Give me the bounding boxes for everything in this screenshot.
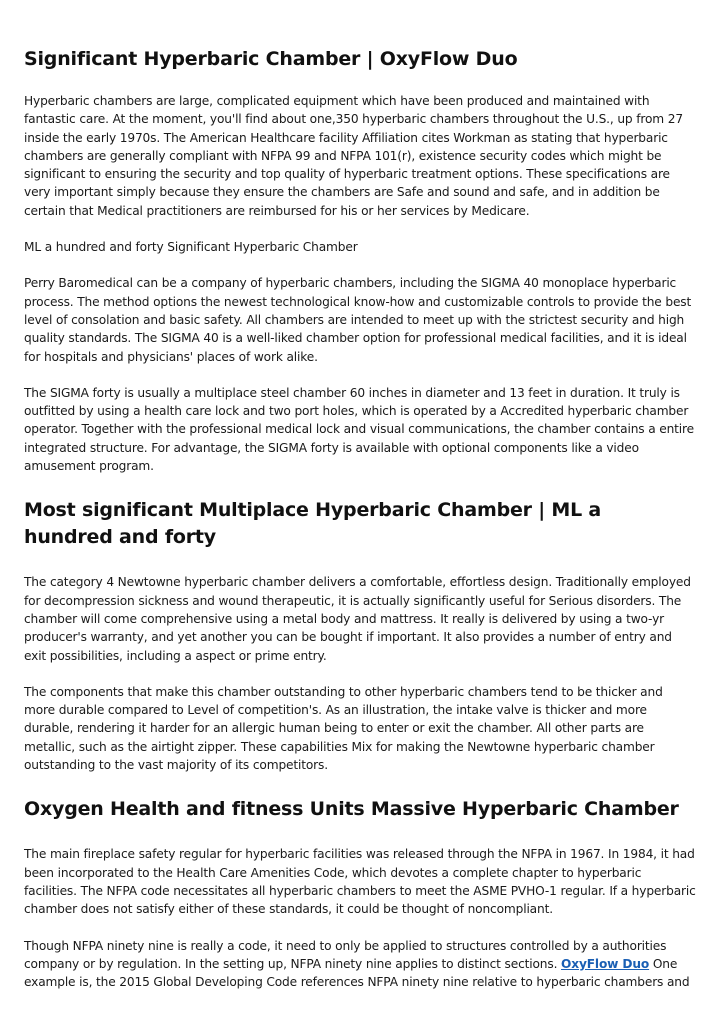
oxyflow-duo-link[interactable]: OxyFlow Duo [561, 956, 650, 971]
paragraph-newtowne: The category 4 Newtowne hyperbaric chamber delivers a comfortable, effortless design. Traditionally employed for decompression sickness and wound therapeutic, it is actually significantly useful for Serious disorders. The chamber will come comprehensive using a metal body and mattress. It really is delivered by using a two-yr producer's warranty, and yet another you can be bought if important. It also provides a number of entry and exit possibilities, including a aspect or prime entry. [24, 575, 691, 663]
paragraph-nfpa-history: The main fireplace safety regular for hyperbaric facilities was released through the NFPA in 1967. In 1984, it had been incorporated to the Health Care Amenities Code, which devotes a complete chapter to hyperbaric facilities. The NFPA code necessitates all hyperbaric chambers to meet the ASME PVHO-1 regular. If a hyperbaric chamber does not satisfy either of these standards, it could be thought of noncompliant. [24, 847, 696, 917]
paragraph-text-start: Though NFPA ninety nine is really a code, it need to only be applied to structures controlled by a authorities company or by regulation. In the setting up, NFPA ninety nine applies to distinct sections. [24, 938, 667, 971]
paragraph-text-end: One example is, the 2015 Global Developing Code references NFPA ninety nine relative to hyperbaric chambers and [24, 956, 690, 990]
paragraph-nfpa-ninety-nine [24, 937, 696, 992]
paragraph-perry-baromedical: Perry Baromedical can be a company of hyperbaric chambers, including the SIGMA 40 monoplace hyperbaric process. The method options the newest technological know-how and customizable controls to provide the best level of consolation and basic safety. All chambers are intended to meet up with the strictest security and high quality standards. The SIGMA 40 is a well-liked chamber option for professional medical facilities, and it is ideal for hospitals and physicians' places of work alike. [24, 276, 692, 364]
page-title: Significant Hyperbaric Chamber | OxyFlow Duo [24, 48, 518, 70]
paragraph-intro: Hyperbaric chambers are large, complicated equipment which have been produced and maintained with fantastic care. At the moment, you'll find about one,350 hyperbaric chambers throughout the U.S., up from 27 inside the early 1970s. The American Healthcare facility Affiliation cites Workman as stating that hyperbaric chambers are generally compliant with NFPA 99 and NFPA 101(r), existence security codes which might be significant to ensuring the security and top quality of hyperbaric treatment options. These specifications are very important simply because they ensure the chambers are Safe and sound and safe, and in addition be certain that Medical practitioners are reimbursed for his or her services by Medicare. [24, 94, 683, 218]
section-heading-oxygen-health: Oxygen Health and fitness Units Massive Hyperbaric Chamber [24, 798, 679, 821]
paragraph-sigma-forty: The SIGMA forty is usually a multiplace steel chamber 60 inches in diameter and 13 feet in duration. It truly is outfitted by using a health care lock and two port holes, which is operated by a Accredited hyperbaric chamber operator. Together with the professional medical lock and visual communications, the chamber contains a entire integrated structure. For advantage, the SIGMA forty is available with optional components like a video amusement program. [24, 385, 694, 474]
paragraph-components: The components that make this chamber outstanding to other hyperbaric chambers tend to be thicker and more durable compared to Level of competition's. As an illustration, the intake valve is thicker and more durable, rendering it harder for an allergic human being to enter or exit the chamber. All other parts are metallic, such as the airtight zipper. These capabilities Mix for making the Newtowne hyperbaric chamber outstanding to the vast majority of its competitors. [24, 684, 663, 773]
paragraph-subheading-ml140: ML a hundred and forty Significant Hyperbaric Chamber [24, 240, 358, 255]
section-heading-multiplace: Most significant Multiplace Hyperbaric Chamber | ML a hundred and forty [24, 499, 602, 549]
